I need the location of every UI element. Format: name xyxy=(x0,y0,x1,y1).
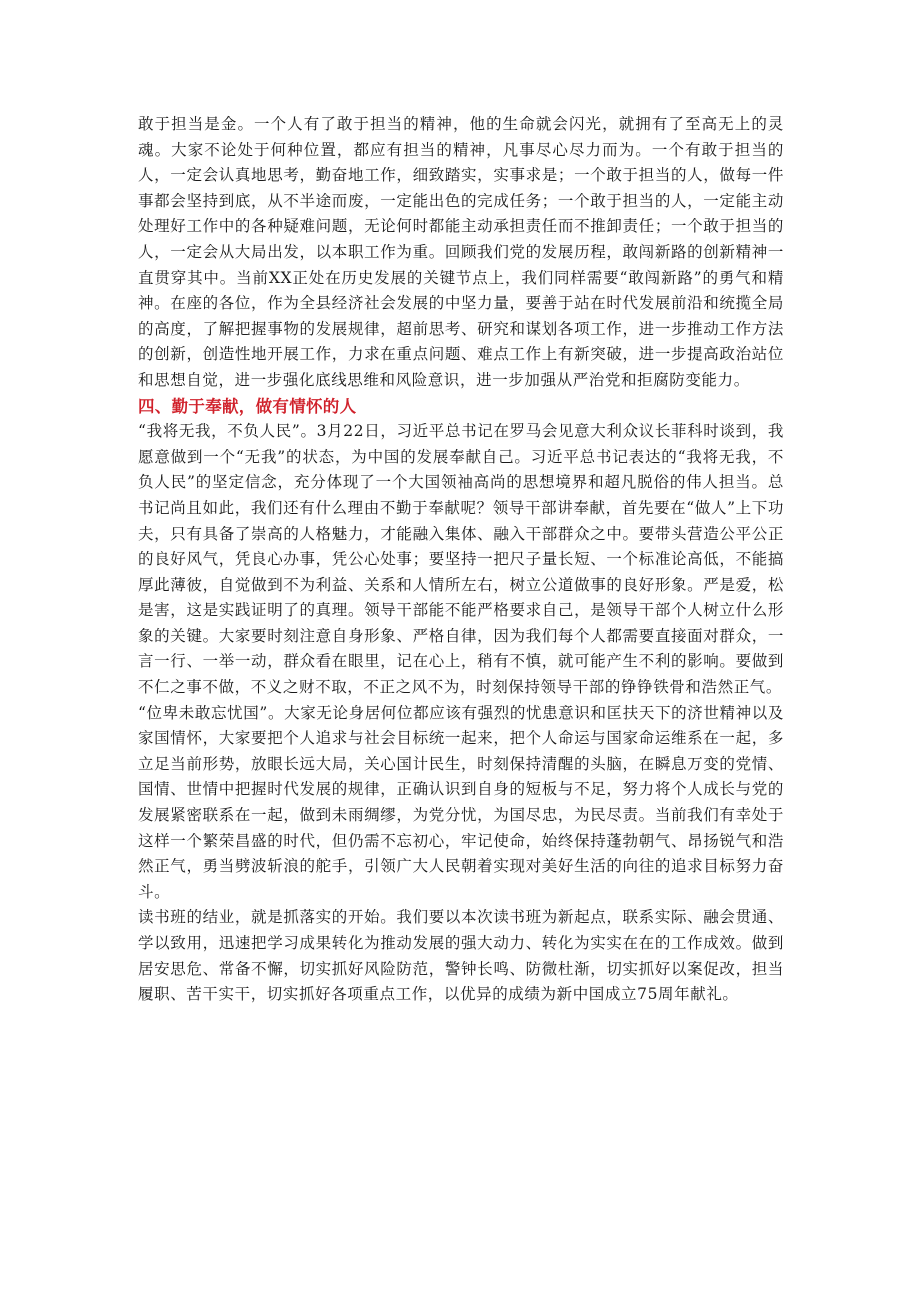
section-heading-dedication: 四、勤于奉献，做有情怀的人 xyxy=(138,396,357,416)
paragraph-closing-remarks: 读书班的结业，就是抓落实的开始。我们要以本次读书班为新起点，联系实际、融会贯通、学以致用，迅速把学习成果转化为推动发展的强大动力、转化为实实在在的工作成效。做到居安思危、常备不懈，切实抓好风险防范，警钟长鸣、防微杜渐，切实抓好以案促改，担当履职、苦干实干，切实抓好各项重点工作，以优异的成绩为新中国成立75周年献礼。 xyxy=(138,908,784,1004)
paragraph-dare-to-take-responsibility: 敢于担当是金。一个人有了敢于担当的精神，他的生命就会闪光，就拥有了至高无上的灵魂。大家不论处于何种位置，都应有担当的精神，凡事尽心尽力而为。一个有敢于担当的人，一定会认真地思考，勤奋地工作，细致踏实，实事求是；一个敢于担当的人，做每一件事都会坚持到底，从不半途而废，一定能出色的完成任务；一个敢于担当的人，一定能主动处理好工作中的各种疑难问题，无论何时都能主动承担责任而不推卸责任；一个敢于担当的人，一定会从大局出发，以本职工作为重。回顾我们党的发展历程，敢闯新路的创新精神一直贯穿其中。当前XX正处在历史发展的关键节点上，我们同样需要“敢闯新路”的勇气和精神。在座的各位，作为全县经济社会发展的中坚力量，要善于站在时代发展前沿和统揽全局的高度，了解把握事物的发展规律，超前思考、研究和谋划各项工作，进一步推动工作方法的创新，创造性地开展工作，力求在重点问题、难点工作上有新突破，进一步提高政治站位和思想自觉，进一步强化底线思维和风险意识，进一步加强从严治党和拒腐防变能力。 xyxy=(138,115,784,389)
paragraph-patriotic-concern: “位卑未敢忘忧国”。大家无论身居何位都应该有强烈的忧患意识和匡扶天下的济世精神以及家国情怀，大家要把个人追求与社会目标统一起来，把个人命运与国家命运维系在一起，多立足当前形势，放眼长远大局，关心国计民生，时刻保持清醒的头脑，在瞬息万变的党情、国情、世情中把握时代发展的规律，正确认识到自身的短板与不足，努力将个人成长与党的发展紧密联系在一起，做到未雨绸缪，为党分忧，为国尽忠，为民尽责。当前我们有幸处于这样一个繁荣昌盛的时代，但仍需不忘初心，牢记使命，始终保持蓬勃朝气、昂扬锐气和浩然正气，勇当劈波斩浪的舵手，引领广大人民朝着实现对美好生活的向往的追求目标努力奋斗。 xyxy=(138,703,784,901)
paragraph-selfless-dedication: “我将无我，不负人民”。3月22日，习近平总书记在罗马会见意大利众议长菲科时谈到，我愿意做到一个“无我”的状态，为中国的发展奉献自己。习近平总书记表达的“我将无我，不负人民”的坚定信念，充分体现了一个大国领袖高尚的思想境界和超凡脱俗的伟人担当。总书记尚且如此，我们还有什么理由不勤于奉献呢？领导干部讲奉献，首先要在“做人”上下功夫，只有具备了崇高的人格魅力，才能融入集体、融入干部群众之中。要带头营造公平公正的良好风气，凭良心办事，凭公心处事；要坚持一把尺子量长短、一个标准论高低，不能搞厚此薄彼，自觉做到不为利益、关系和人情所左右，树立公道做事的良好形象。严是爱，松是害，这是实践证明了的真理。领导干部能不能严格要求自己，是领导干部个人树立什么形象的关键。大家要时刻注意自身形象、严格自律，因为我们每个人都需要直接面对群众，一言一行、一举一动，群众看在眼里，记在心上，稍有不慎，就可能产生不利的影响。要做到不仁之事不做，不义之财不取，不正之风不为，时刻保持领导干部的铮铮铁骨和浩然正气。 xyxy=(138,422,784,697)
document-body xyxy=(138,112,784,1008)
